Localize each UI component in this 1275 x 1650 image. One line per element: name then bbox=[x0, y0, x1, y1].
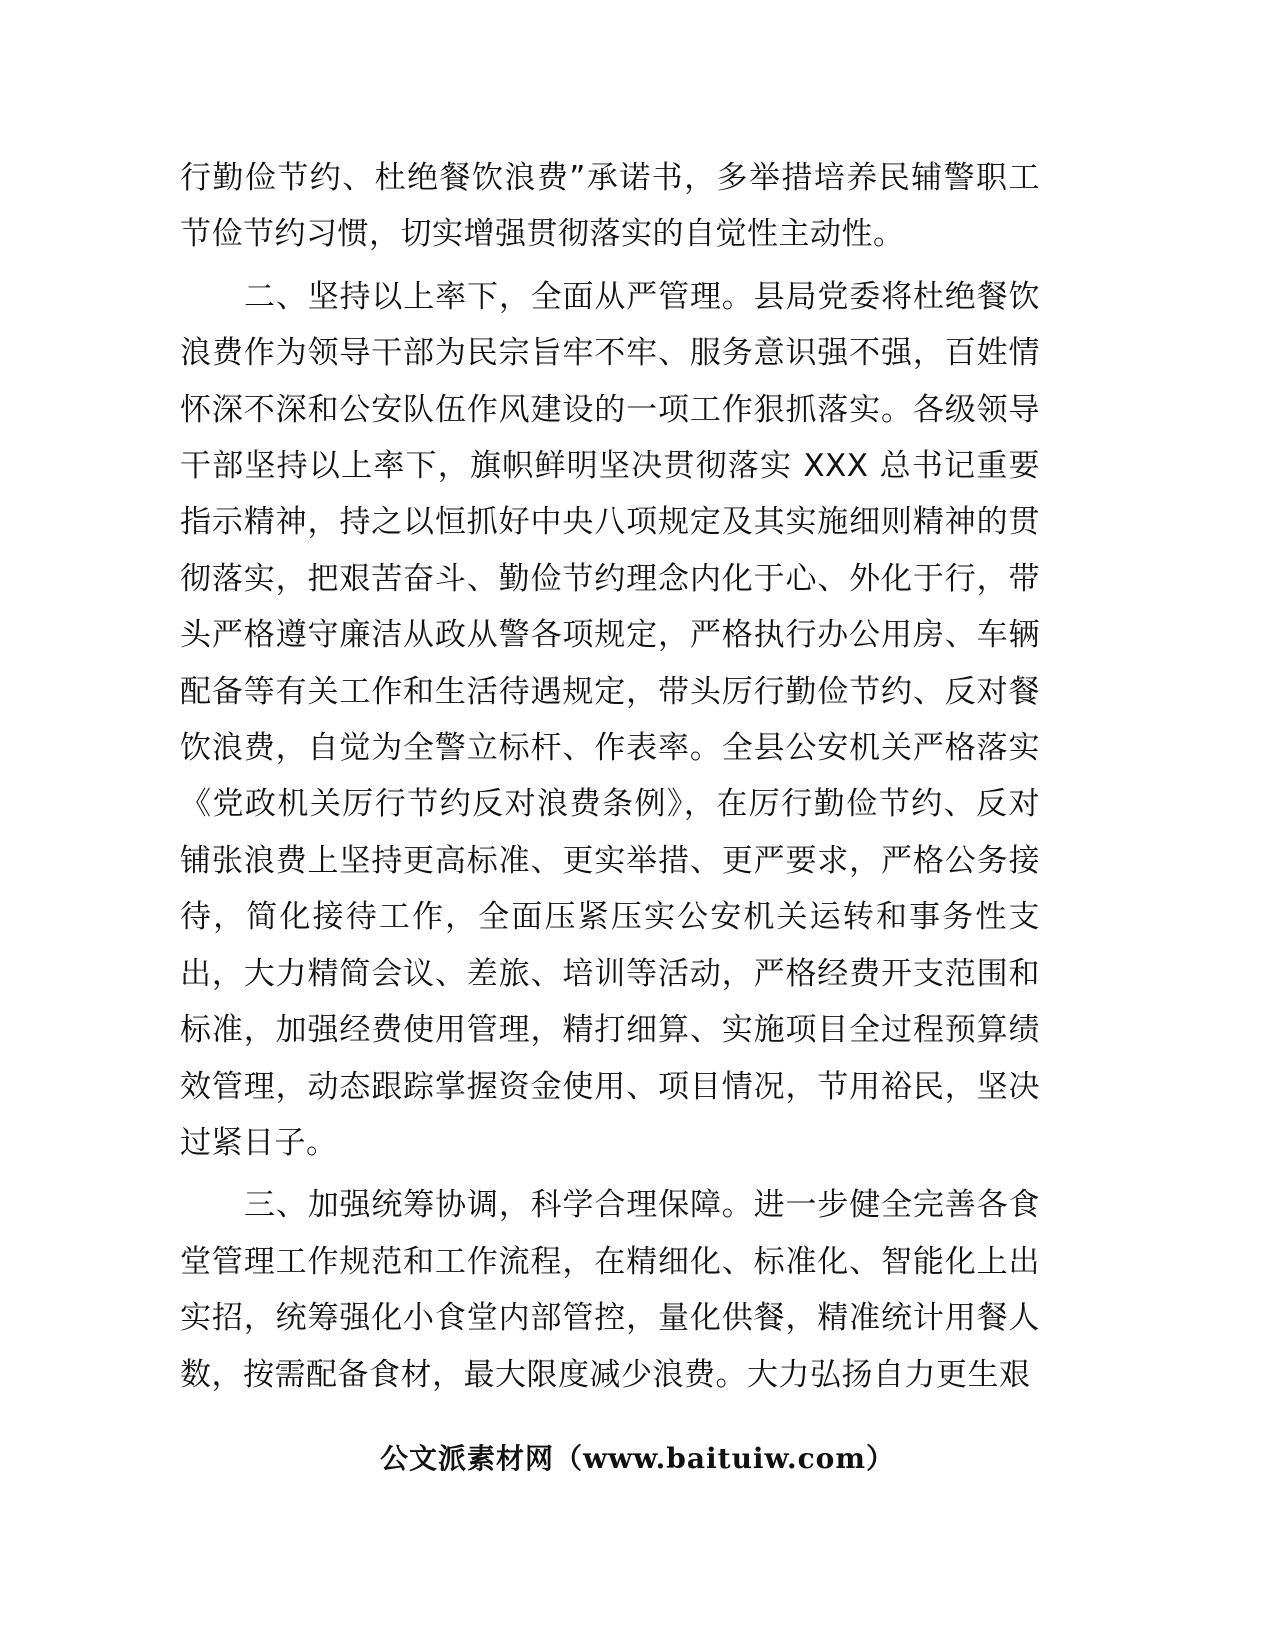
paragraph-section-3: 三、加强统筹协调，科学合理保障。进一步健全完善各食堂管理工作规范和工作流程，在精细化、标准化、智能化上出实招，统筹强化小食堂内部管控，量化供餐，精准统计用餐人数，按需配备食材，最大限度减少浪费。大力弘扬自力更生艰 bbox=[180, 1187, 1040, 1393]
paragraph-section-2: 二、坚持以上率下，全面从严管理。县局党委将杜绝餐饮浪费作为领导干部为民宗旨牢不牢、服务意识强不强，百姓情怀深不深和公安队伍作风建设的一项工作狠抓落实。各级领导干部坚持以上率下，旗帜鲜明坚决贯彻落实 XXX 总书记重要指示精神，持之以恒抓好中央八项规定及其实施细则精神的贯彻落实，把艰苦奋斗、勤俭节约理念内化于心、外化于行，带头严格遵守廉洁从政从警各项规定，严格执行办公用房、车辆配备等有关工作和生活待遇规定，带头厉行勤俭节约、反对餐饮浪费，自觉为全警立标杆、作表率。全县公安机关严格落实《党政机关厉行节约反对浪费条例》，在厉行勤俭节约、反对铺张浪费上坚持更高标准、更实举措、更严要求，严格公务接待，简化接待工作，全面压紧压实公安机关运转和事务性支出，大力精简会议、差旅、培训等活动，严格经费开支范围和标准，加强经费使用管理，精打细算、实施项目全过程预算绩效管理，动态跟踪掌握资金使用、项目情况，节用裕民，坚决过紧日子。 bbox=[180, 278, 1040, 1161]
page-footer-watermark: 公文派素材网（www.baituiw.com） bbox=[380, 1442, 895, 1475]
document-body bbox=[180, 150, 1040, 1403]
paragraph-continuation: 行勤俭节约、杜绝餐饮浪费”承诺书，多举措培养民辅警职工节俭节约习惯，切实增强贯彻落实的自觉性主动性。 bbox=[180, 160, 1040, 253]
